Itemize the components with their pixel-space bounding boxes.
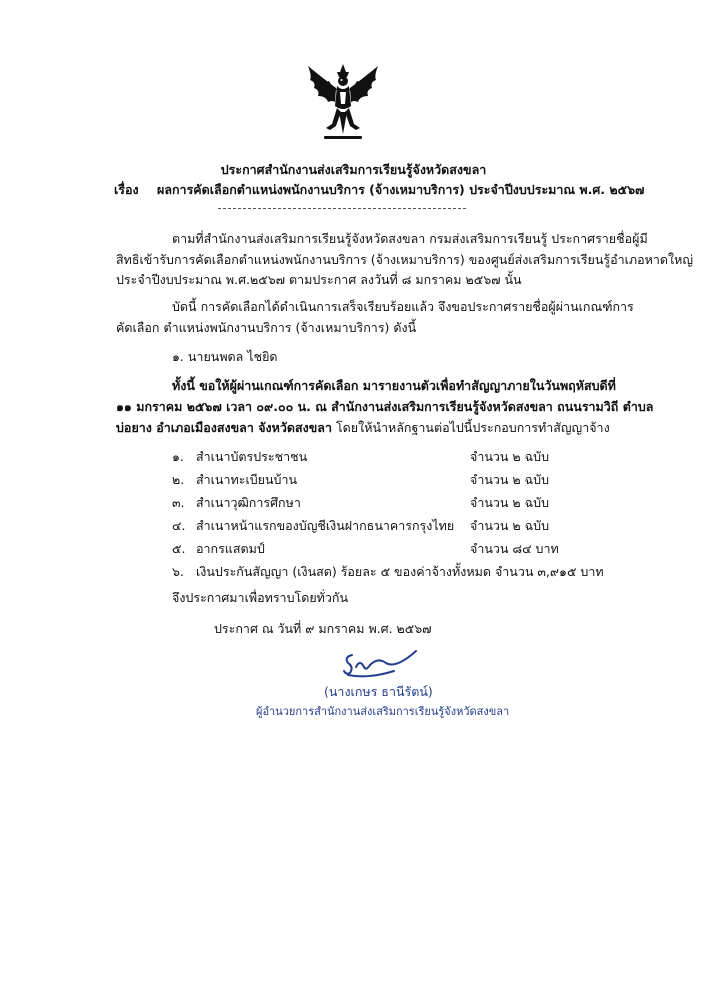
list-item-quantity: จำนวน ๘๔ บาท: [470, 541, 559, 556]
list-item-name: สำเนาบัตรประชาชน: [196, 449, 308, 464]
paragraph-3-line-3: [116, 420, 610, 436]
list-item-name: อากรแสตมป์: [196, 541, 265, 556]
candidate-name: ๑. นายนพดล ไชยิด: [172, 349, 278, 364]
paragraph-2-line-2: คัดเลือก ตำแหน่งพนักงานบริการ (จ้างเหมาบริการ) ดังนี้: [116, 320, 417, 335]
list-item-name: เงินประกันสัญญา (เงินสด) ร้อยละ ๕ ของค่าจ้างทั้งหมด จำนวน ๓,๙๑๕ บาท: [196, 564, 604, 579]
subject-label: เรื่อง: [114, 182, 139, 197]
list-item-number: ๓.: [172, 495, 185, 510]
garuda-emblem-icon: [306, 62, 380, 142]
announcement-date: ประกาศ ณ วันที่ ๙ มกราคม พ.ศ. ๒๕๖๗: [214, 621, 432, 636]
list-item-quantity: จำนวน ๒ ฉบับ: [470, 518, 550, 533]
list-item-name: สำเนาวุฒิการศึกษา: [196, 495, 301, 510]
list-item-quantity: จำนวน ๒ ฉบับ: [470, 495, 550, 510]
list-item-quantity: จำนวน ๒ ฉบับ: [470, 472, 550, 487]
announcement-title: ประกาศสำนักงานส่งเสริมการเรียนรู้จังหวัดสงขลา: [220, 162, 487, 177]
list-item-number: ๖.: [172, 564, 184, 579]
signatory-name: (นางเกษร ธานีรัตน์): [324, 684, 433, 699]
handwritten-signature: [338, 645, 420, 681]
list-item-number: ๕.: [172, 541, 186, 556]
paragraph-3-location: บ่อยาง อำเภอเมืองสงขลา จังหวัดสงขลา: [116, 420, 332, 435]
list-item-number: ๑.: [172, 449, 184, 464]
list-item-quantity: จำนวน ๒ ฉบับ: [470, 449, 550, 464]
paragraph-3-line-1: ทั้งนี้ ขอให้ผู้ผ่านเกณฑ์การคัดเลือก มารายงานตัวเพื่อทำสัญญาภายในวันพฤหัสบดีที่: [172, 378, 616, 393]
closing-statement: จึงประกาศมาเพื่อทราบโดยทั่วกัน: [172, 590, 349, 605]
paragraph-1-line-3: ประจำปีงบประมาณ พ.ศ.๒๕๖๗ ตามประกาศ ลงวันที่ ๘ มกราคม ๒๕๖๗ นั้น: [116, 272, 522, 287]
list-item-name: สำเนาทะเบียนบ้าน: [196, 472, 298, 487]
paragraph-3-instruction: โดยให้นำหลักฐานต่อไปนี้ประกอบการทำสัญญาจ้าง: [331, 420, 610, 435]
subject-text: ผลการคัดเลือกตำแหน่งพนักงานบริการ (จ้างเหมาบริการ) ประจำปีงบประมาณ พ.ศ. ๒๕๖๗: [157, 182, 645, 197]
signatory-position: ผู้อำนวยการสำนักงานส่งเสริมการเรียนรู้จังหวัดสงขลา: [256, 705, 510, 718]
paragraph-1-line-1: ตามที่สำนักงานส่งเสริมการเรียนรู้จังหวัดสงขลา กรมส่งเสริมการเรียนรู้ ประกาศรายชื่อผู้มี: [172, 231, 648, 246]
paragraph-1-line-2: สิทธิเข้ารับการคัดเลือกตำแหน่งพนักงานบริการ (จ้างเหมาบริการ) ของศูนย์ส่งเสริมการเรียนรู้อำเภอหาดใหญ่: [116, 252, 694, 267]
list-item-name: สำเนาหน้าแรกของบัญชีเงินฝากธนาคารกรุงไทย: [196, 518, 455, 533]
header-divider: [218, 208, 466, 209]
paragraph-3-line-2: ๑๑ มกราคม ๒๕๖๗ เวลา ๐๙.๐๐ น. ณ สำนักงานส่งเสริมการเรียนรู้จังหวัดสงขลา ถนนรามวิถี ตำบล: [116, 399, 654, 414]
list-item-number: ๒.: [172, 472, 185, 487]
list-item-number: ๔.: [172, 518, 186, 533]
paragraph-2-line-1: บัดนี้ การคัดเลือกได้ดำเนินการเสร็จเรียบร้อยแล้ว จึงขอประกาศรายชื่อผู้ผ่านเกณฑ์การ: [172, 299, 634, 314]
